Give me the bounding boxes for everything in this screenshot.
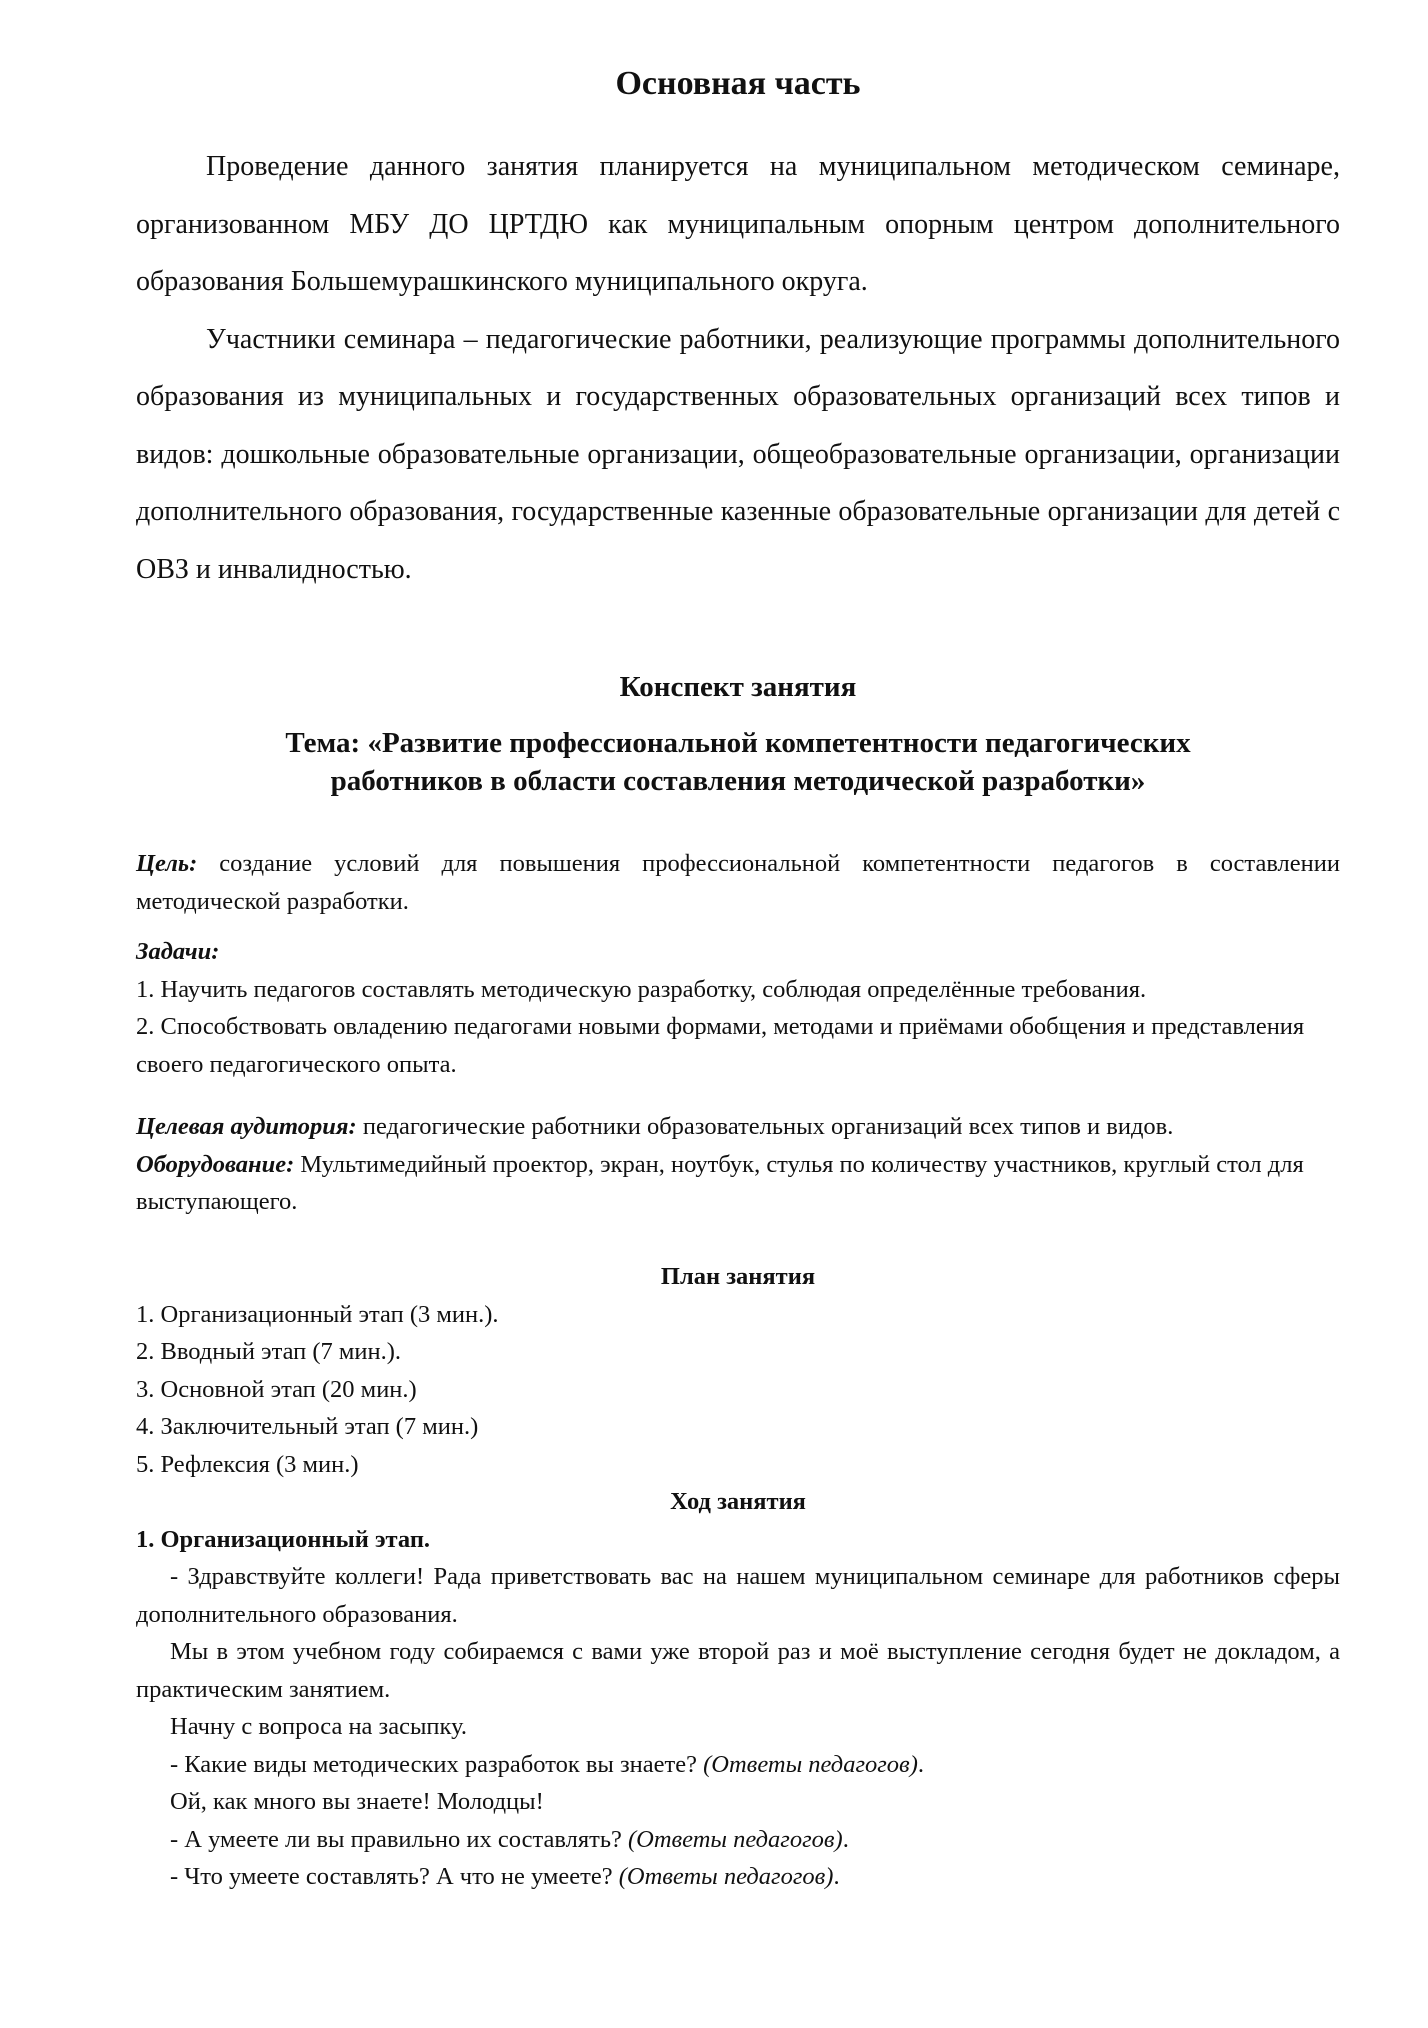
audience-paragraph (136, 1108, 1340, 1146)
plan-item-3: 3. Основной этап (20 мин.) (136, 1375, 417, 1403)
audience-equipment-block (136, 1108, 1340, 1221)
page-title: Основная часть (615, 65, 861, 102)
second-time-paragraph: Мы в этом учебном году собираемся с вами уже второй раз и моё выступление сегодня будет не докладом, а практическим занятием. (136, 1638, 1340, 1703)
plan-block (136, 1258, 1340, 1483)
audience-text: педагогические работники образовательных организаций всех типов и видов. (356, 1113, 1174, 1140)
question-3-line: - Что умеете составлять? А что не умеете? (Ответы педагогов). (170, 1863, 840, 1890)
task-item-2: 2. Способствовать овладению педагогами новыми формами, методами и приёмами обобщения и представления своего педагогического опыта. (136, 1013, 1305, 1078)
task-item-1: 1. Научить педагогов составлять методическую разработку, соблюдая определённые требования. (136, 975, 1147, 1003)
audience-label: Целевая аудитория: (136, 1113, 357, 1140)
answer-note: (Ответы педагогов) (618, 1863, 834, 1890)
plan-heading: План занятия (660, 1263, 816, 1290)
course-heading: Ход занятия (670, 1488, 806, 1515)
goal-paragraph (136, 845, 1340, 920)
plan-item-5: 5. Рефлексия (3 мин.) (136, 1450, 359, 1478)
intro-paragraph-1: Проведение данного занятия планируется на муниципальном методическом семинаре, организованном МБУ ДО ЦРТДЮ как муниципальным опорным центром дополнительного образования Большемурашкинского муниципального округа. (136, 151, 1340, 297)
goal-block (136, 845, 1340, 920)
goal-text: создание условий для повышения профессиональной компетентности педагогов в составлении методической разработки. (136, 850, 1340, 915)
greeting-paragraph: - Здравствуйте коллеги! Рада приветствовать вас на нашем муниципальном семинаре для работников сферы дополнительного образования. (136, 1563, 1340, 1628)
tasks-label: Задачи: (136, 938, 220, 965)
theme-line-1: Тема: «Развитие профессиональной компетентности педагогических (285, 727, 1191, 759)
question-1-line: - Какие виды методических разработок вы знаете? (Ответы педагогов). (170, 1750, 924, 1778)
konspekt-heading: Конспект занятия (619, 671, 857, 703)
intro-paragraph-2: Участники семинара – педагогические работники, реализующие программы дополнительного образования из муниципальных и государственных образовательных организаций всех типов и видов: дошкольные образовательные организации, общеобразовательные организации, организации дополнительного образования, государственные казенные образовательные организации для детей с ОВЗ и инвалидностью. (136, 323, 1340, 585)
title-block (136, 64, 1340, 104)
question-2-line: - А умеете ли вы правильно их составлять? (Ответы педагогов). (170, 1825, 849, 1853)
goal-label: Цель: (136, 850, 198, 877)
equipment-label: Оборудование: (136, 1150, 295, 1178)
answer-note: (Ответы педагогов) (703, 1750, 918, 1778)
plan-item-1: 1. Организационный этап (3 мин.). (136, 1300, 499, 1328)
equipment-paragraph (136, 1146, 1340, 1221)
konspekt-heading-block (136, 669, 1340, 705)
theme-block (136, 724, 1340, 800)
tasks-block (136, 933, 1340, 1083)
theme-line-2: работников в области составления методической разработки» (330, 765, 1146, 797)
intro-section (136, 138, 1340, 598)
plan-item-2: 2. Вводный этап (7 мин.). (136, 1338, 402, 1365)
equipment-text: Мультимедийный проектор, экран, ноутбук, стулья по количеству участников, круглый стол для выступающего. (136, 1150, 1304, 1215)
plan-item-4: 4. Заключительный этап (7 мин.) (136, 1413, 479, 1440)
stage1-heading: 1. Организационный этап. (136, 1525, 431, 1553)
answer-note: (Ответы педагогов) (628, 1825, 843, 1853)
start-question-line: Начну с вопроса на засыпку. (170, 1713, 468, 1740)
course-block (136, 1483, 1340, 1896)
praise-line: Ой, как много вы знаете! Молодцы! (170, 1788, 544, 1815)
